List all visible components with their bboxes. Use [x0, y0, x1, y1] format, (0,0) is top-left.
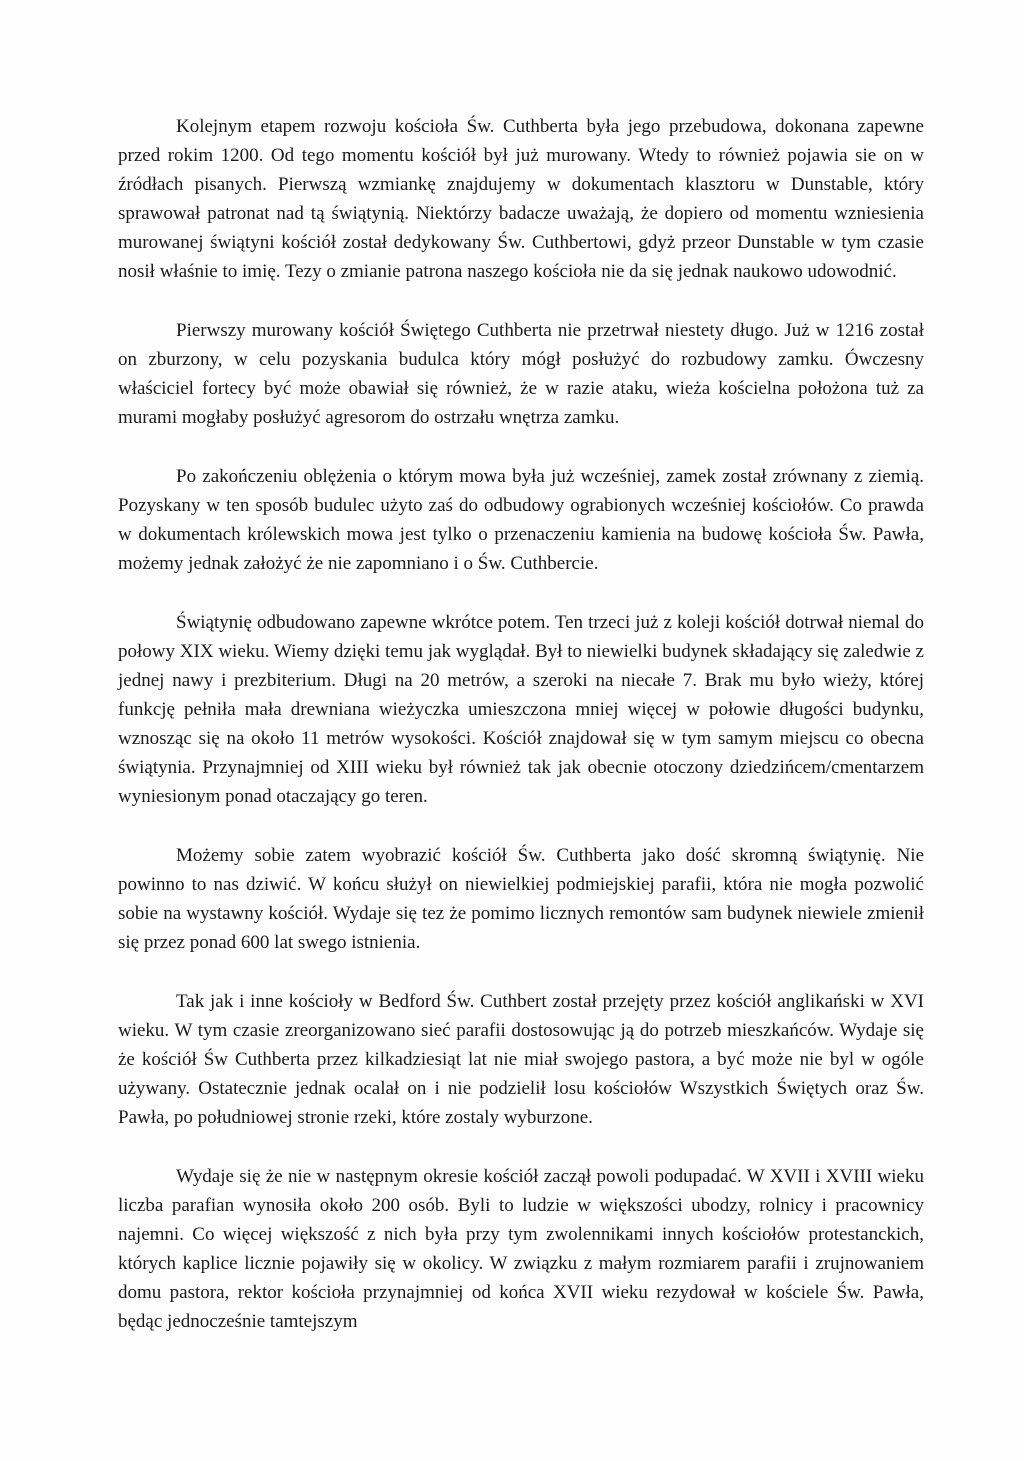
paragraph-5: Możemy sobie zatem wyobrazić kościół Św. Cuthberta jako dość skromną świątynię. Nie powinno to nas dziwić. W końcu służył on niewielkiej podmiejskiej parafii, która nie mogła pozwolić sobie na wystawny kościół. Wydaje się tez że pomimo licznych remontów sam budynek niewiele zmienił się przez ponad 600 lat swego istnienia.	[118, 845, 924, 953]
paragraph-2: Pierwszy murowany kościół Świętego Cuthberta nie przetrwał niestety długo. Już w 1216 został on zburzony, w celu pozyskania budulca który mógł posłużyć do rozbudowy zamku. Ówczesny właściciel fortecy być może obawiał się również, że w razie ataku, wieża kościelna położona tuż za murami mogłaby posłużyć agresorom do ostrzału wnętrza zamku.	[118, 320, 924, 428]
paragraph-3: Po zakończeniu oblężenia o którym mowa była już wcześniej, zamek został zrównany z ziemią. Pozyskany w ten sposób budulec użyto zaś do odbudowy ograbionych wcześniej kościołów. Co prawda w dokumentach królewskich mowa jest tylko o przenaczeniu kamienia na budowę kościoła Św. Pawła, możemy jednak założyć że nie zapomniano i o Św. Cuthbercie.	[118, 466, 924, 574]
paragraph-4: Świątynię odbudowano zapewne wkrótce potem. Ten trzeci już z koleji kościół dotrwał niemal do połowy XIX wieku. Wiemy dzięki temu jak wyglądał. Był to niewielki budynek składający się zaledwie z jednej nawy i prezbiterium. Długi na 20 metrów, a szeroki na niecałe 7. Brak mu było wieży, której funkcję pełniła mała drewniana wieżyczka umieszczona mniej więcej w połowie długości budynku, wznosząc się na około 11 metrów wysokości. Kościół znajdował się w tym samym miejscu co obecna świątynia. Przynajmniej od XIII wieku był również tak jak obecnie otoczony dziedzińcem/cmentarzem wyniesionym ponad otaczający go teren.	[118, 612, 924, 807]
paragraph-1: Kolejnym etapem rozwoju kościoła Św. Cuthberta była jego przebudowa, dokonana zapewne przed rokim 1200. Od tego momentu kościół był już murowany. Wtedy to również pojawia sie on w źródłach pisanych. Pierwszą wzmiankę znajdujemy w dokumentach klasztoru w Dunstable, który sprawował patronat nad tą świątynią. Niektórzy badacze uważają, że dopiero od momentu wzniesienia murowanej świątyni kościół został dedykowany Św. Cuthbertowi, gdyż przeor Dunstable w tym czasie nosił właśnie to imię. Tezy o zmianie patrona naszego kościoła nie da się jednak naukowo udowodnić.	[118, 116, 924, 282]
paragraph-7: Wydaje się że nie w następnym okresie kościół zaczął powoli podupadać. W XVII i XVIII wieku liczba parafian wynosiła około 200 osób. Byli to ludzie w większości ubodzy, rolnicy i pracownicy najemni. Co więcej większość z nich była przy tym zwolennikami innych kościołów protestanckich, których kaplice licznie pojawiły się w okolicy. W związku z małym rozmiarem parafii i zrujnowaniem domu pastora, rektor kościoła przynajmniej od końca XVII wieku rezydował w kościele Św. Pawła, będąc jednocześnie tamtejszym	[118, 1166, 924, 1332]
document-body	[118, 112, 924, 1336]
paragraph-6: Tak jak i inne kościoły w Bedford Św. Cuthbert został przejęty przez kościół anglikański w XVI wieku. W tym czasie zreorganizowano sieć parafii dostosowując ją do potrzeb mieszkańców. Wydaje się że kościół Św Cuthberta przez kilkadziesiąt lat nie miał swojego pastora, a być może nie byl w ogóle używany. Ostatecznie jednak ocalał on i nie podzielił losu kościołów Wszystkich Świętych oraz Św. Pawła, po południowej stronie rzeki, które zostaly wyburzone.	[118, 991, 924, 1128]
